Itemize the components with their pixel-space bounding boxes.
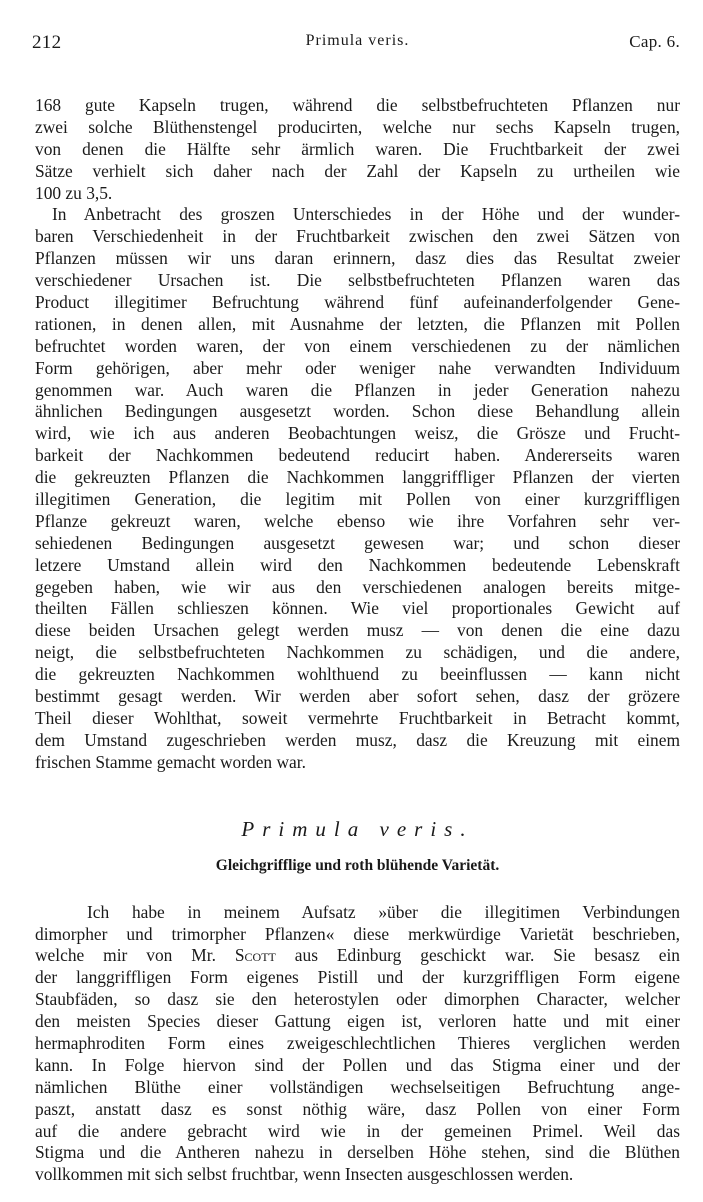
text-line: dem Umstand zugeschrieben werden musz, dasz die Kreuzung mit einem xyxy=(35,729,680,750)
text-line: neigt, die selbstbefruchteten Nachkommen zu schädigen, und die andere, xyxy=(35,642,680,663)
paragraph-anbetracht xyxy=(35,204,680,773)
text-line: kann. In Folge hiervon sind der Pollen und das Stigma einer und der xyxy=(35,1054,680,1075)
text-line: der langgriffligen Form eigenes Pistill und der kurzgriffligen Form eigene xyxy=(35,967,680,988)
text-line: theilten Fällen schlieszen können. Wie viel proportionales Gewicht auf xyxy=(35,598,680,619)
text-line: auf die andere gebracht wird wie in der gemeinen Primel. Weil das xyxy=(35,1120,680,1141)
text-line: genommen war. Auch waren die Pflanzen in jeder Generation nahezu xyxy=(35,379,680,400)
text-line: Pflanze gekreuzt waren, welche ebenso wie ihre Vorfahren sehr ver- xyxy=(35,510,680,531)
text-line: befruchtet worden waren, der von einem verschiedenen zu der nämlichen xyxy=(35,335,680,356)
text-line: Pflanzen müssen wir uns daran erinnern, dasz dies das Resultat zweier xyxy=(35,248,680,269)
text-line: 100 zu 3,5. xyxy=(35,182,113,203)
text-line: Ich habe in meinem Aufsatz »über die illegitimen Verbindungen xyxy=(87,901,680,922)
text-line: baren Verschiedenheit in der Fruchtbarkeit zwischen den zwei Sätzen von xyxy=(35,226,680,247)
section-title: Primula veris. xyxy=(241,816,474,841)
text-line: die gekreuzten Nachkommen wohlthuend zu beeinflussen — kann nicht xyxy=(35,664,680,685)
text-line: Theil dieser Wohlthat, soweit vermehrte Fruchtbarkeit in Betracht kommt, xyxy=(35,707,680,728)
page-number: 212 xyxy=(32,32,62,53)
text-line: hermaphroditen Form eines zweigeschlechtlichen Thieres verglichen werden xyxy=(35,1032,680,1053)
text-line: die gekreuzten Pflanzen die Nachkommen langgriffliger Pflanzen der vierten xyxy=(35,467,680,488)
text-line xyxy=(35,945,680,967)
text-line: barkeit der Nachkommen bedeutend reducirt haben. Andererseits waren xyxy=(35,445,680,466)
text-line: bestimmt gesagt werden. Wir werden aber sofort sehen, dasz der grözere xyxy=(35,686,680,707)
text-line: verschiedener Ursachen ist. Die selbstbefruchteten Pflanzen waren das xyxy=(35,270,680,291)
text-line: Sätze verhielt sich daher nach der Zahl der Kapseln zu urtheilen wie xyxy=(35,160,680,181)
text-line: nämlichen Blüthe einer vollständigen wechselseitigen Befruchtung ange- xyxy=(35,1076,680,1097)
text-line: wird, wie ich aus anderen Beobachtungen weisz, die Grösze und Frucht- xyxy=(35,423,680,444)
text-line: Product illegitimer Befruchtung während fünf aufeinanderfolgender Gene- xyxy=(35,292,680,313)
line-segment: welche mir von Mr. xyxy=(35,945,235,966)
person-name: Scott xyxy=(234,945,276,966)
text-line: den meisten Species dieser Gattung eigen ist, verloren hatte und mit einer xyxy=(35,1011,680,1032)
text-line: sehiedenen Bedingungen ausgesetzt gewesen war; und schon dieser xyxy=(35,532,680,553)
text-line: letzere Umstand allein wird den Nachkommen bedeutende Lebenskraft xyxy=(35,554,680,575)
text-line: illegitimen Generation, die legitim mit Pollen von einer kurzgriffligen xyxy=(35,489,680,510)
text-line: gegeben haben, wie wir aus den verschiedenen analogen bereits mitge- xyxy=(35,576,680,597)
text-line: Stigma und die Antheren nahezu in derselben Höhe stehen, sind die Blüthen xyxy=(35,1142,680,1163)
book-page xyxy=(32,24,680,1202)
text-line: vollkommen mit sich selbst fruchtbar, wenn Insecten ausgeschlossen werden. xyxy=(35,1164,574,1185)
text-line: Staubfäden, so dasz sie den heterostylen oder dimorphen Character, welcher xyxy=(35,989,680,1010)
text-line: paszt, anstatt dasz es sonst nöthig wäre, dasz Pollen von einer Form xyxy=(35,1098,680,1119)
text-line: von denen die Hälfte sehr ärmlich waren. Die Fruchtbarkeit der zwei xyxy=(35,138,680,159)
text-line: rationen, in denen allen, mit Ausnahme der letzten, die Pflanzen mit Pollen xyxy=(35,313,680,334)
section-subtitle: Gleichgrifflige und roth blühende Varietät. xyxy=(215,856,500,874)
section-body xyxy=(35,902,680,1187)
running-head xyxy=(32,24,680,54)
text-line: In Anbetracht des groszen Unterschiedes in der Höhe und der wunder- xyxy=(52,204,680,225)
text-line: frischen Stamme gemacht worden war. xyxy=(35,751,306,772)
text-line: zwei solche Blüthenstengel producirten, welche nur sechs Kapseln trugen, xyxy=(35,116,680,137)
line-segment: aus Edinburg geschickt war. Sie besasz ein xyxy=(275,945,680,966)
text-line: dimorpher und trimorpher Pflanzen« diese merkwürdige Varietät beschrieben, xyxy=(35,923,680,944)
text-line: diese beiden Ursachen gelegt werden musz — von denen die eine dazu xyxy=(35,620,680,641)
chapter-label: Cap. 6. xyxy=(629,32,680,51)
running-title: Primula veris. xyxy=(305,32,410,49)
text-line: ähnlichen Bedingungen ausgesetzt worden. Schon diese Behandlung allein xyxy=(35,401,680,422)
text-line: 168 gute Kapseln trugen, während die selbstbefruchteten Pflanzen nur xyxy=(35,95,680,115)
text-line: Form gehörigen, aber mehr oder weniger nahe verwandten Individuum xyxy=(35,357,680,378)
paragraph-continued xyxy=(35,95,680,204)
body-text xyxy=(35,95,680,774)
paragraph-aufsatz xyxy=(35,902,680,1187)
